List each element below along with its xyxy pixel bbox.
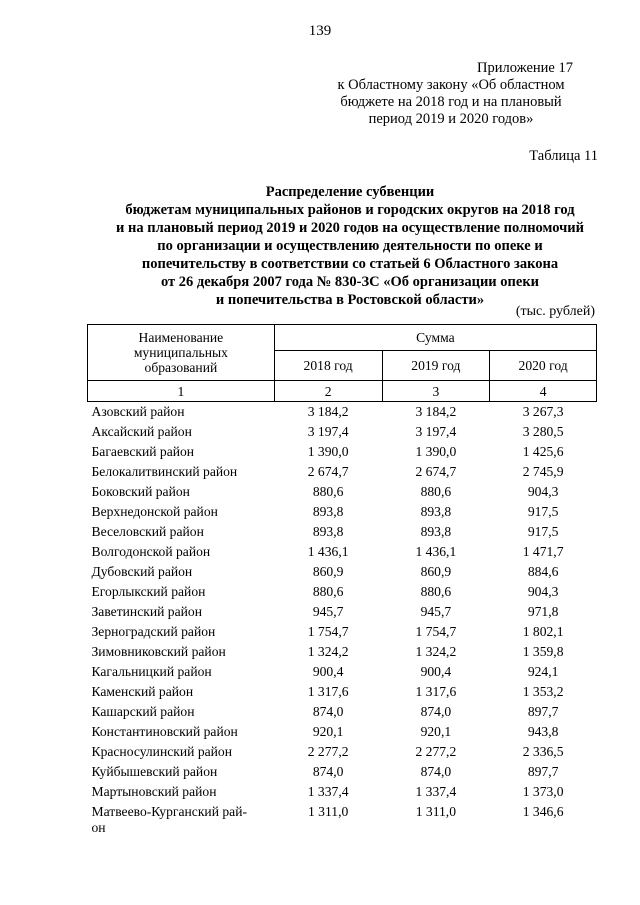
table-row [88,462,597,482]
table-row [88,622,597,642]
table-row [88,402,597,423]
value-2018: 2 674,7 [307,464,349,479]
value-2020: 3 267,3 [522,404,564,419]
value-2018: 893,8 [312,524,344,539]
value-2020: 917,5 [527,524,559,539]
title-line: попечительству в соответствии со статьей 6 Областного закона [141,256,559,272]
district-name: Белокалитвинский район [91,464,238,479]
value-2019: 880,6 [420,484,452,499]
subvention-table [87,324,597,836]
column-numbers-row [88,381,597,402]
value-2018: 1 436,1 [307,544,349,559]
district-name-line: Матвеево-Курганский рай- [91,804,248,819]
district-name: Кагальницкий район [91,664,212,679]
value-2018: 1 754,7 [307,624,349,639]
value-2018: 880,6 [312,584,344,599]
value-2020: 2 745,9 [522,464,564,479]
district-name: Дубовский район [91,564,193,579]
column-number: 1 [88,381,275,402]
value-2018: 945,7 [312,604,344,619]
district-name: Боковский район [91,484,190,499]
column-number: 2 [274,381,382,402]
value-2019: 893,8 [420,504,452,519]
title-line: и попечительства в Ростовской области» [215,292,485,308]
value-2018: 1 324,2 [307,644,349,659]
title-line: и на плановый период 2019 и 2020 годов на осуществление полномочий [116,220,584,236]
appendix-line: бюджете на 2018 год и на плановый [340,94,562,110]
value-2020: 3 280,5 [522,424,564,439]
value-2018: 2 277,2 [307,744,349,759]
table-row [88,642,597,662]
column-number: 3 [382,381,490,402]
value-2018: 1 317,6 [307,684,349,699]
table-row [88,442,597,462]
value-2019: 874,0 [420,764,452,779]
table-row [88,702,597,722]
value-2019: 3 184,2 [415,404,457,419]
value-2018: 1 390,0 [307,444,349,459]
value-2018: 920,1 [312,724,344,739]
page-number: 139 [308,23,332,39]
header-year-2019: 2019 год [382,351,490,381]
district-name: Аксайский район [91,424,192,439]
district-name: Мартыновский район [91,784,217,799]
value-2020: 1 802,1 [522,624,564,639]
value-2019: 1 317,6 [415,684,457,699]
district-name: Зерноградский район [91,624,216,639]
value-2020: 1 353,2 [522,684,564,699]
document-title [90,183,610,309]
table-row [88,502,597,522]
title-line: от 26 декабря 2007 года № 830-ЗС «Об организации опеки [160,274,540,290]
value-2020: 2 336,5 [522,744,564,759]
value-2019: 1 390,0 [415,444,457,459]
table-row [88,722,597,742]
value-2020: 897,7 [527,764,559,779]
header-sum: Сумма [274,325,596,351]
value-2018: 880,6 [312,484,344,499]
value-2020: 904,3 [527,484,559,499]
value-2019: 1 311,0 [415,804,456,819]
header-name: Наименование муниципальных образований [88,325,275,381]
value-2020: 884,6 [527,564,559,579]
value-2019: 2 674,7 [415,464,457,479]
value-2019: 900,4 [420,664,452,679]
header-row [88,325,597,351]
title-line: бюджетам муниципальных районов и городских округов на 2018 год [125,202,575,218]
column-number: 4 [490,381,597,402]
table-row [88,682,597,702]
value-2020: 1 471,7 [522,544,564,559]
value-2020: 971,8 [527,604,559,619]
table-row [88,742,597,762]
value-2019: 1 436,1 [415,544,457,559]
value-2019: 880,6 [420,584,452,599]
value-2018: 893,8 [312,504,344,519]
value-2019: 3 197,4 [415,424,457,439]
table-row [88,582,597,602]
value-2019: 920,1 [420,724,452,739]
value-2019: 1 337,4 [415,784,457,799]
value-2020: 897,7 [527,704,559,719]
table-row [88,522,597,542]
appendix-line: к Областному закону «Об областном [337,77,565,93]
table-body [88,402,597,837]
table-row [88,762,597,782]
title-line: Распределение субвенции [265,184,435,200]
district-name: Веселовский район [91,524,204,539]
value-2020: 917,5 [527,504,559,519]
table-row [88,542,597,562]
district-name: Верхнедонской район [91,504,218,519]
district-name: Красносулинский район [91,744,232,759]
value-2018: 874,0 [312,764,344,779]
value-2020: 1 373,0 [522,784,564,799]
value-2018: 3 197,4 [307,424,349,439]
value-2018: 1 311,0 [307,804,349,819]
appendix-title: Приложение 17 [477,60,573,76]
table-row [88,782,597,802]
value-2018: 3 184,2 [307,404,349,419]
value-2020: 904,3 [527,584,559,599]
table-number: Таблица 11 [529,148,598,164]
value-2019: 893,8 [420,524,452,539]
value-2020: 1 346,6 [522,804,564,819]
district-name: Багаевский район [91,444,195,459]
title-line: по организации и осуществлению деятельности по опеке и [157,238,543,254]
district-name [88,802,275,836]
value-2018: 860,9 [312,564,344,579]
value-2018: 1 337,4 [307,784,349,799]
units-label: (тыс. рублей) [515,304,595,319]
appendix-line: период 2019 и 2020 годов» [368,111,534,127]
district-name: Каменский район [91,684,194,699]
value-2019: 945,7 [420,604,452,619]
value-2019: 860,9 [420,564,452,579]
value-2018: 900,4 [312,664,344,679]
value-2018: 874,0 [312,704,344,719]
value-2019: 2 277,2 [415,744,457,759]
district-name: Куйбышевский район [91,764,218,779]
header-year-2020: 2020 год [490,351,597,381]
table-row [88,602,597,622]
district-name: Азовский район [91,404,185,419]
value-2019: 1 754,7 [415,624,457,639]
table-row [88,662,597,682]
value-2019: 874,0 [420,704,452,719]
district-name: Зимовниковский район [91,644,226,659]
table-row [88,482,597,502]
district-name: Кашарский район [91,704,195,719]
value-2020: 1 359,8 [522,644,564,659]
value-2019: 1 324,2 [415,644,457,659]
district-name: Волгодонской район [91,544,211,559]
district-name-line: он [91,820,106,835]
table-row [88,802,597,836]
table-row [88,422,597,442]
value-2020: 1 425,6 [522,444,564,459]
district-name: Константиновский район [91,724,238,739]
header-year-2018: 2018 год [274,351,382,381]
district-name: Егорлыкский район [91,584,206,599]
table-row [88,562,597,582]
appendix-reference [311,60,591,128]
district-name: Заветинский район [91,604,202,619]
value-2020: 924,1 [527,664,559,679]
value-2020: 943,8 [527,724,559,739]
